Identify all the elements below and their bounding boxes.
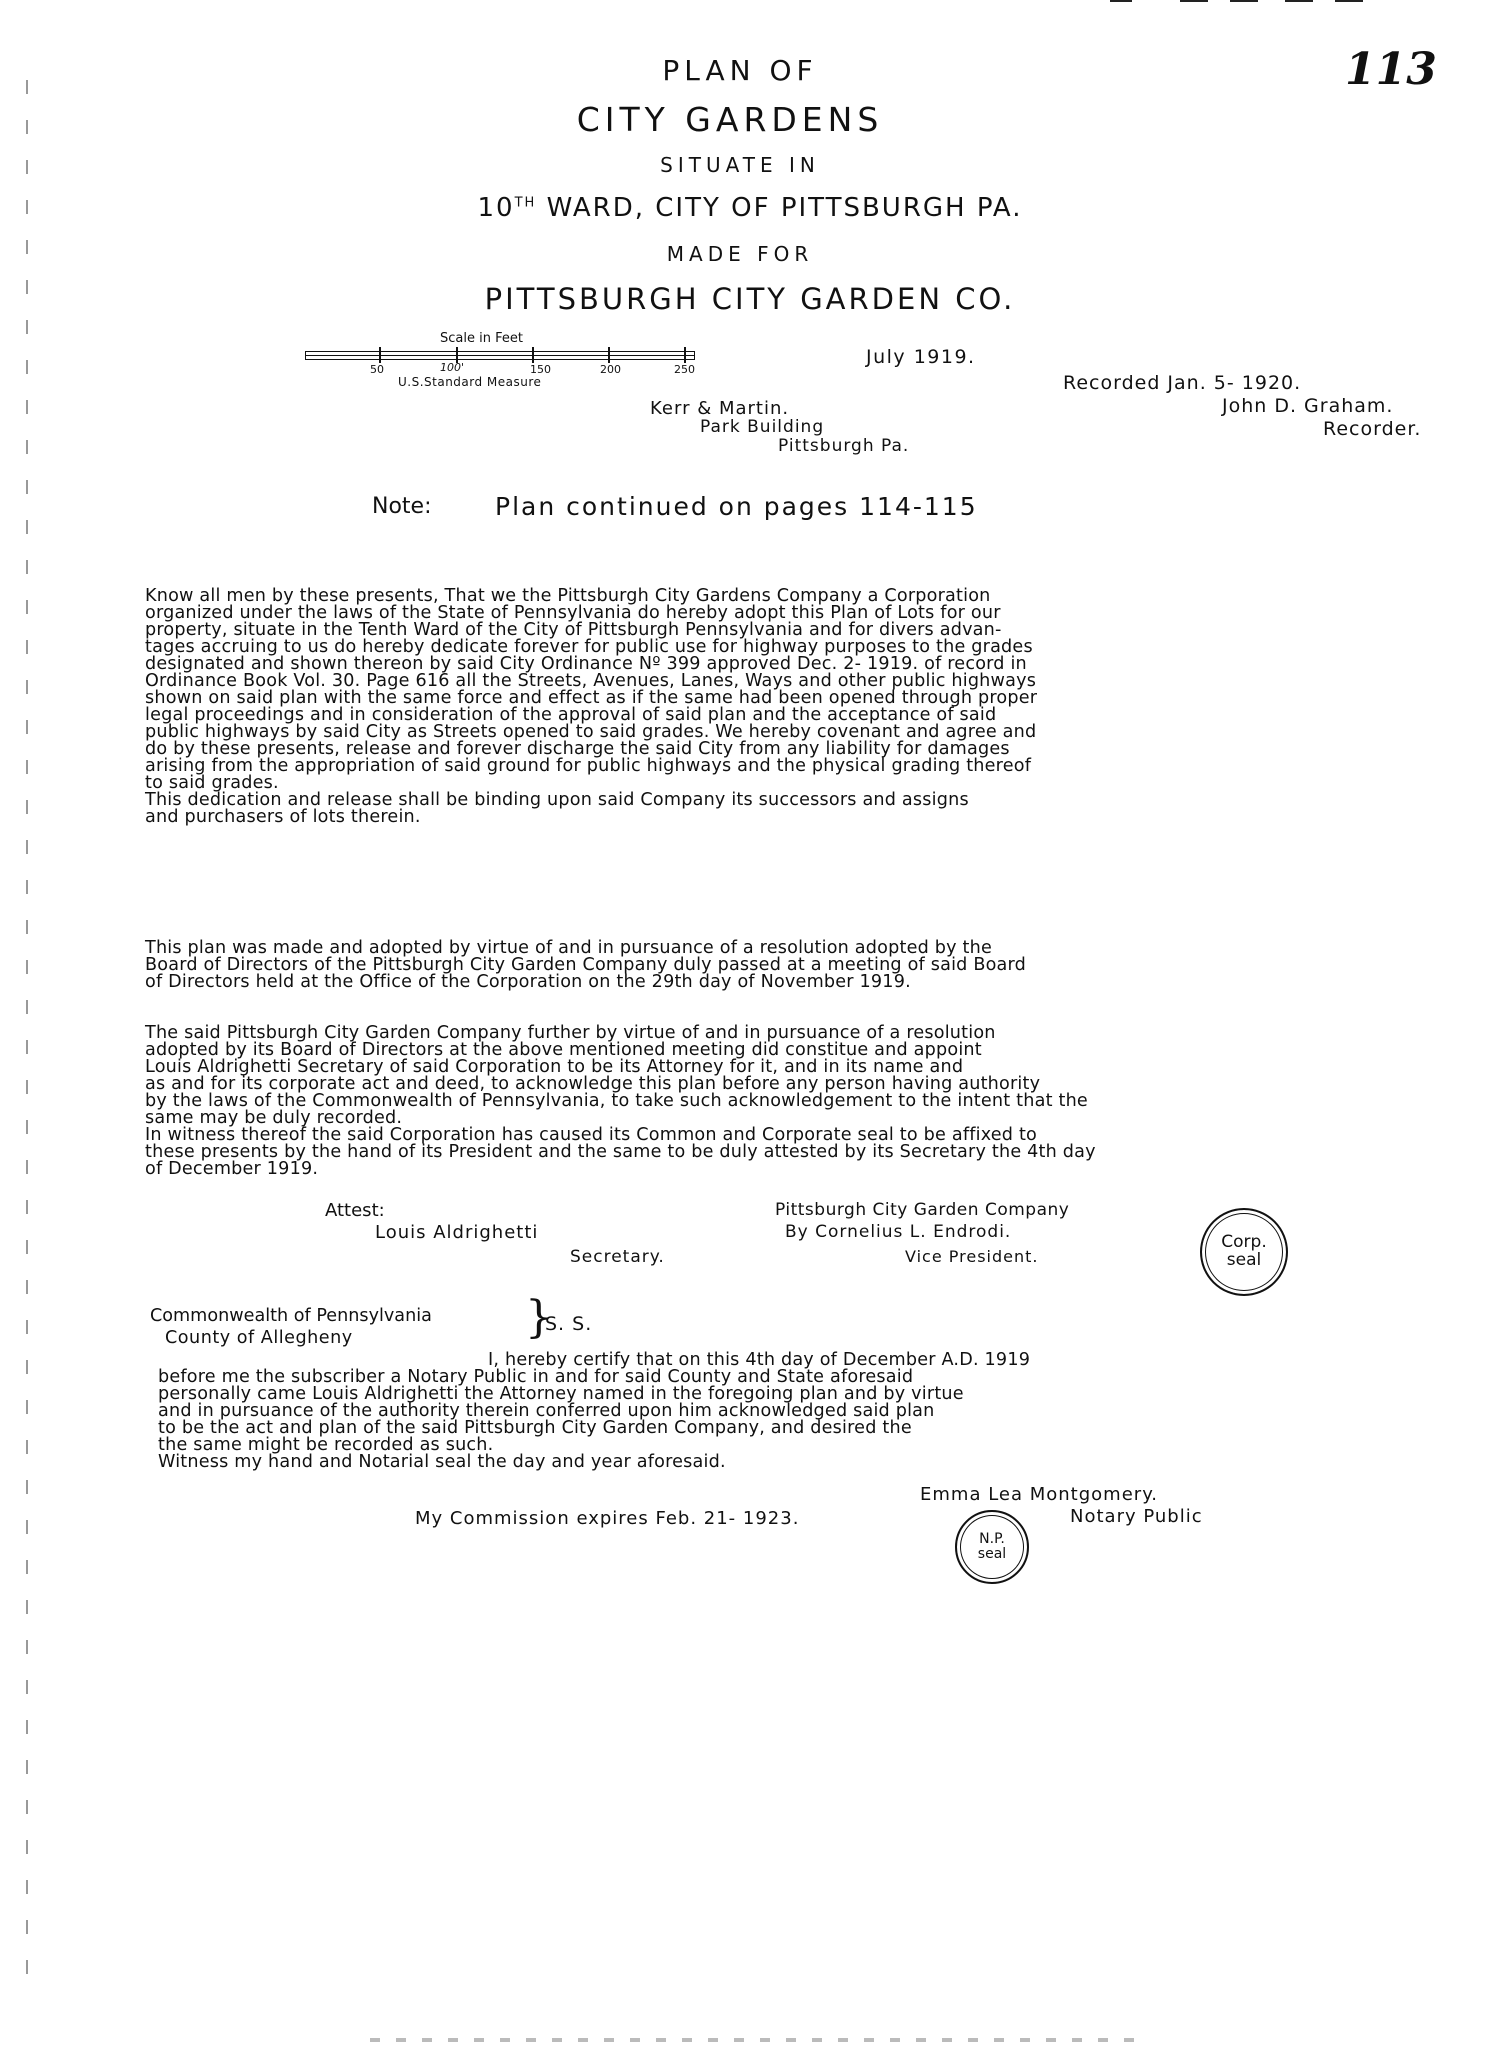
dedication-line: property, situate in the Tenth Ward of the City of Pittsburgh Pennsylvania and for divers advan- (145, 620, 1002, 640)
appointment-paragraph (145, 1025, 1345, 1178)
attest-label: Attest: (325, 1200, 385, 1221)
vice-president-name: By Cornelius L. Endrodi. (785, 1222, 1012, 1242)
appointment-line: In witness thereof the said Corporation has caused its Common and Corporate seal to be affixed to (145, 1125, 1038, 1145)
notary-line: before me the subscriber a Notary Public in and for said County and State aforesaid (158, 1367, 914, 1387)
bottom-edge-marks (370, 2038, 1150, 2042)
resolution-line: of Directors held at the Office of the Corporation on the 29th day of November 1919. (145, 972, 911, 992)
title-plan-of: PLAN OF (662, 54, 818, 87)
dedication-line: tages accruing to us do hereby dedicate forever for public use for highway purposes to the grades (145, 637, 1033, 657)
corporate-seal-text: Corp. (1221, 1232, 1267, 1253)
notary-commission: My Commission expires Feb. 21- 1923. (415, 1508, 800, 1529)
corporate-seal-text: seal (1226, 1250, 1262, 1270)
recorded-date: Recorded Jan. 5- 1920. (1063, 372, 1302, 394)
notary-line: to be the act and plan of the said Pittsburgh City Garden Company, and desired the (158, 1418, 912, 1438)
notary-line: personally came Louis Aldrighetti the Attorney named in the foregoing plan and by virtue (158, 1384, 964, 1404)
page-number: 113 (1345, 44, 1437, 95)
appointment-line: The said Pittsburgh City Garden Company further by virtue of and in pursuance of a resolution (145, 1023, 996, 1043)
binding-edge (26, 80, 28, 1980)
scale-caption: U.S.Standard Measure (398, 375, 542, 389)
scale-tick-label: 50 (370, 363, 384, 376)
surveyor-city: Pittsburgh Pa. (778, 436, 910, 456)
appointment-line: Louis Aldrighetti Secretary of said Corporation to be its Attorney for it, and in its name and (145, 1057, 964, 1077)
dedication-line: Know all men by these presents, That we the Pittsburgh City Gardens Company a Corporation (145, 586, 991, 606)
note-text: Plan continued on pages 114-115 (495, 492, 978, 521)
notary-seal (955, 1510, 1029, 1584)
secretary-title: Secretary. (570, 1247, 665, 1267)
appointment-line: these presents by the hand of its President and the same to be duly attested by its Secretary the 4th day (145, 1142, 1096, 1162)
notary-name: Emma Lea Montgomery. (920, 1484, 1158, 1505)
dedication-line: legal proceedings and in consideration of the approval of said plan and the acceptance of said (145, 705, 997, 725)
surveyor-building: Park Building (700, 417, 825, 437)
notary-line: Witness my hand and Notarial seal the day and year aforesaid. (158, 1452, 726, 1472)
title-situate-in: SITUATE IN (660, 153, 820, 177)
company-signature: Pittsburgh City Garden Company (775, 1200, 1070, 1220)
appointment-line: adopted by its Board of Directors at the above mentioned meeting did constitue and appoint (145, 1040, 982, 1060)
notary-seal-text: N.P. (979, 1531, 1005, 1548)
recorder-name: John D. Graham. (1222, 395, 1394, 417)
notary-line: the same might be recorded as such. (158, 1435, 494, 1455)
notary-title: Notary Public (1070, 1506, 1203, 1527)
notary-venue-brace: } (525, 1292, 553, 1343)
scale-bar-divider (306, 355, 694, 356)
notary-line: I, hereby certify that on this 4th day of December A.D. 1919 (488, 1350, 1031, 1370)
scale-label: Scale in Feet (440, 331, 523, 346)
notary-paragraph (158, 1352, 1258, 1471)
scale-tick (532, 347, 534, 363)
title-ward-text: WARD, CITY OF PITTSBURGH PA. (536, 193, 1023, 223)
scale-tick-label: 200 (600, 363, 621, 376)
scale-tick (608, 347, 610, 363)
notary-ss: S. S. (545, 1313, 593, 1335)
scale-bar (305, 351, 695, 360)
appointment-line: by the laws of the Commonwealth of Pennsylvania, to take such acknowledgement to the intent that the (145, 1091, 1088, 1111)
dedication-line: do by these presents, release and forever discharge the said City from any liability for damages (145, 739, 1010, 759)
dedication-line: and purchasers of lots therein. (145, 807, 421, 827)
title-ward-suffix: TH (514, 195, 537, 211)
appointment-line: of December 1919. (145, 1159, 319, 1179)
notary-venue-state: Commonwealth of Pennsylvania (150, 1306, 432, 1326)
notary-venue-county: County of Allegheny (165, 1328, 353, 1348)
vice-president-title: Vice President. (905, 1247, 1039, 1266)
dedication-line: public highways by said City as Streets opened to said grades. We hereby covenant and agree and (145, 722, 1037, 742)
resolution-paragraph (145, 940, 1345, 991)
dedication-line: designated and shown thereon by said City Ordinance Nº 399 approved Dec. 2- 1919. of record in (145, 654, 1027, 674)
dedication-line: This dedication and release shall be binding upon said Company its successors and assigns (145, 790, 969, 810)
title-made-for: MADE FOR (666, 242, 814, 266)
dedication-line: organized under the laws of the State of Pennsylvania do hereby adopt this Plan of Lots for our (145, 603, 1001, 623)
appointment-line: as and for its corporate act and deed, to acknowledge this plan before any person having authority (145, 1074, 1041, 1094)
dedication-line: to said grades. (145, 773, 279, 793)
dedication-line: Ordinance Book Vol. 30. Page 616 all the Streets, Avenues, Lanes, Ways and other public highways (145, 671, 1037, 691)
appointment-line: same may be duly recorded. (145, 1108, 403, 1128)
dedication-paragraph (145, 588, 1345, 826)
secretary-name: Louis Aldrighetti (375, 1222, 539, 1243)
notary-seal-text: seal (977, 1546, 1007, 1562)
dedication-line: shown on said plan with the same force and effect as if the same had been opened through proper (145, 688, 1038, 708)
plan-date: July 1919. (866, 346, 976, 368)
title-city-gardens: CITY GARDENS (576, 100, 884, 139)
edge-marks (1110, 0, 1370, 4)
notary-line: and in pursuance of the authority therein conferred upon him acknowledged said plan (158, 1401, 935, 1421)
scale-tick-label: 100' (440, 361, 465, 374)
resolution-line: This plan was made and adopted by virtue of and in pursuance of a resolution adopted by the (145, 938, 993, 958)
corporate-seal (1200, 1208, 1288, 1296)
surveyor-name: Kerr & Martin. (650, 398, 790, 419)
scale-tick-label: 250 (674, 363, 695, 376)
recorder-title: Recorder. (1323, 418, 1422, 440)
scale-tick (684, 347, 686, 363)
title-ward (380, 193, 1120, 223)
scale-tick (379, 347, 381, 363)
title-company: PITTSBURGH CITY GARDEN CO. (484, 282, 1016, 316)
note-label: Note: (372, 494, 432, 519)
title-ward-number: 10 (477, 193, 515, 223)
resolution-line: Board of Directors of the Pittsburgh City Garden Company duly passed at a meeting of said Board (145, 955, 1027, 975)
dedication-line: arising from the appropriation of said ground for public highways and the physical grading thereof (145, 756, 1032, 776)
scale-tick-label: 150 (530, 363, 551, 376)
